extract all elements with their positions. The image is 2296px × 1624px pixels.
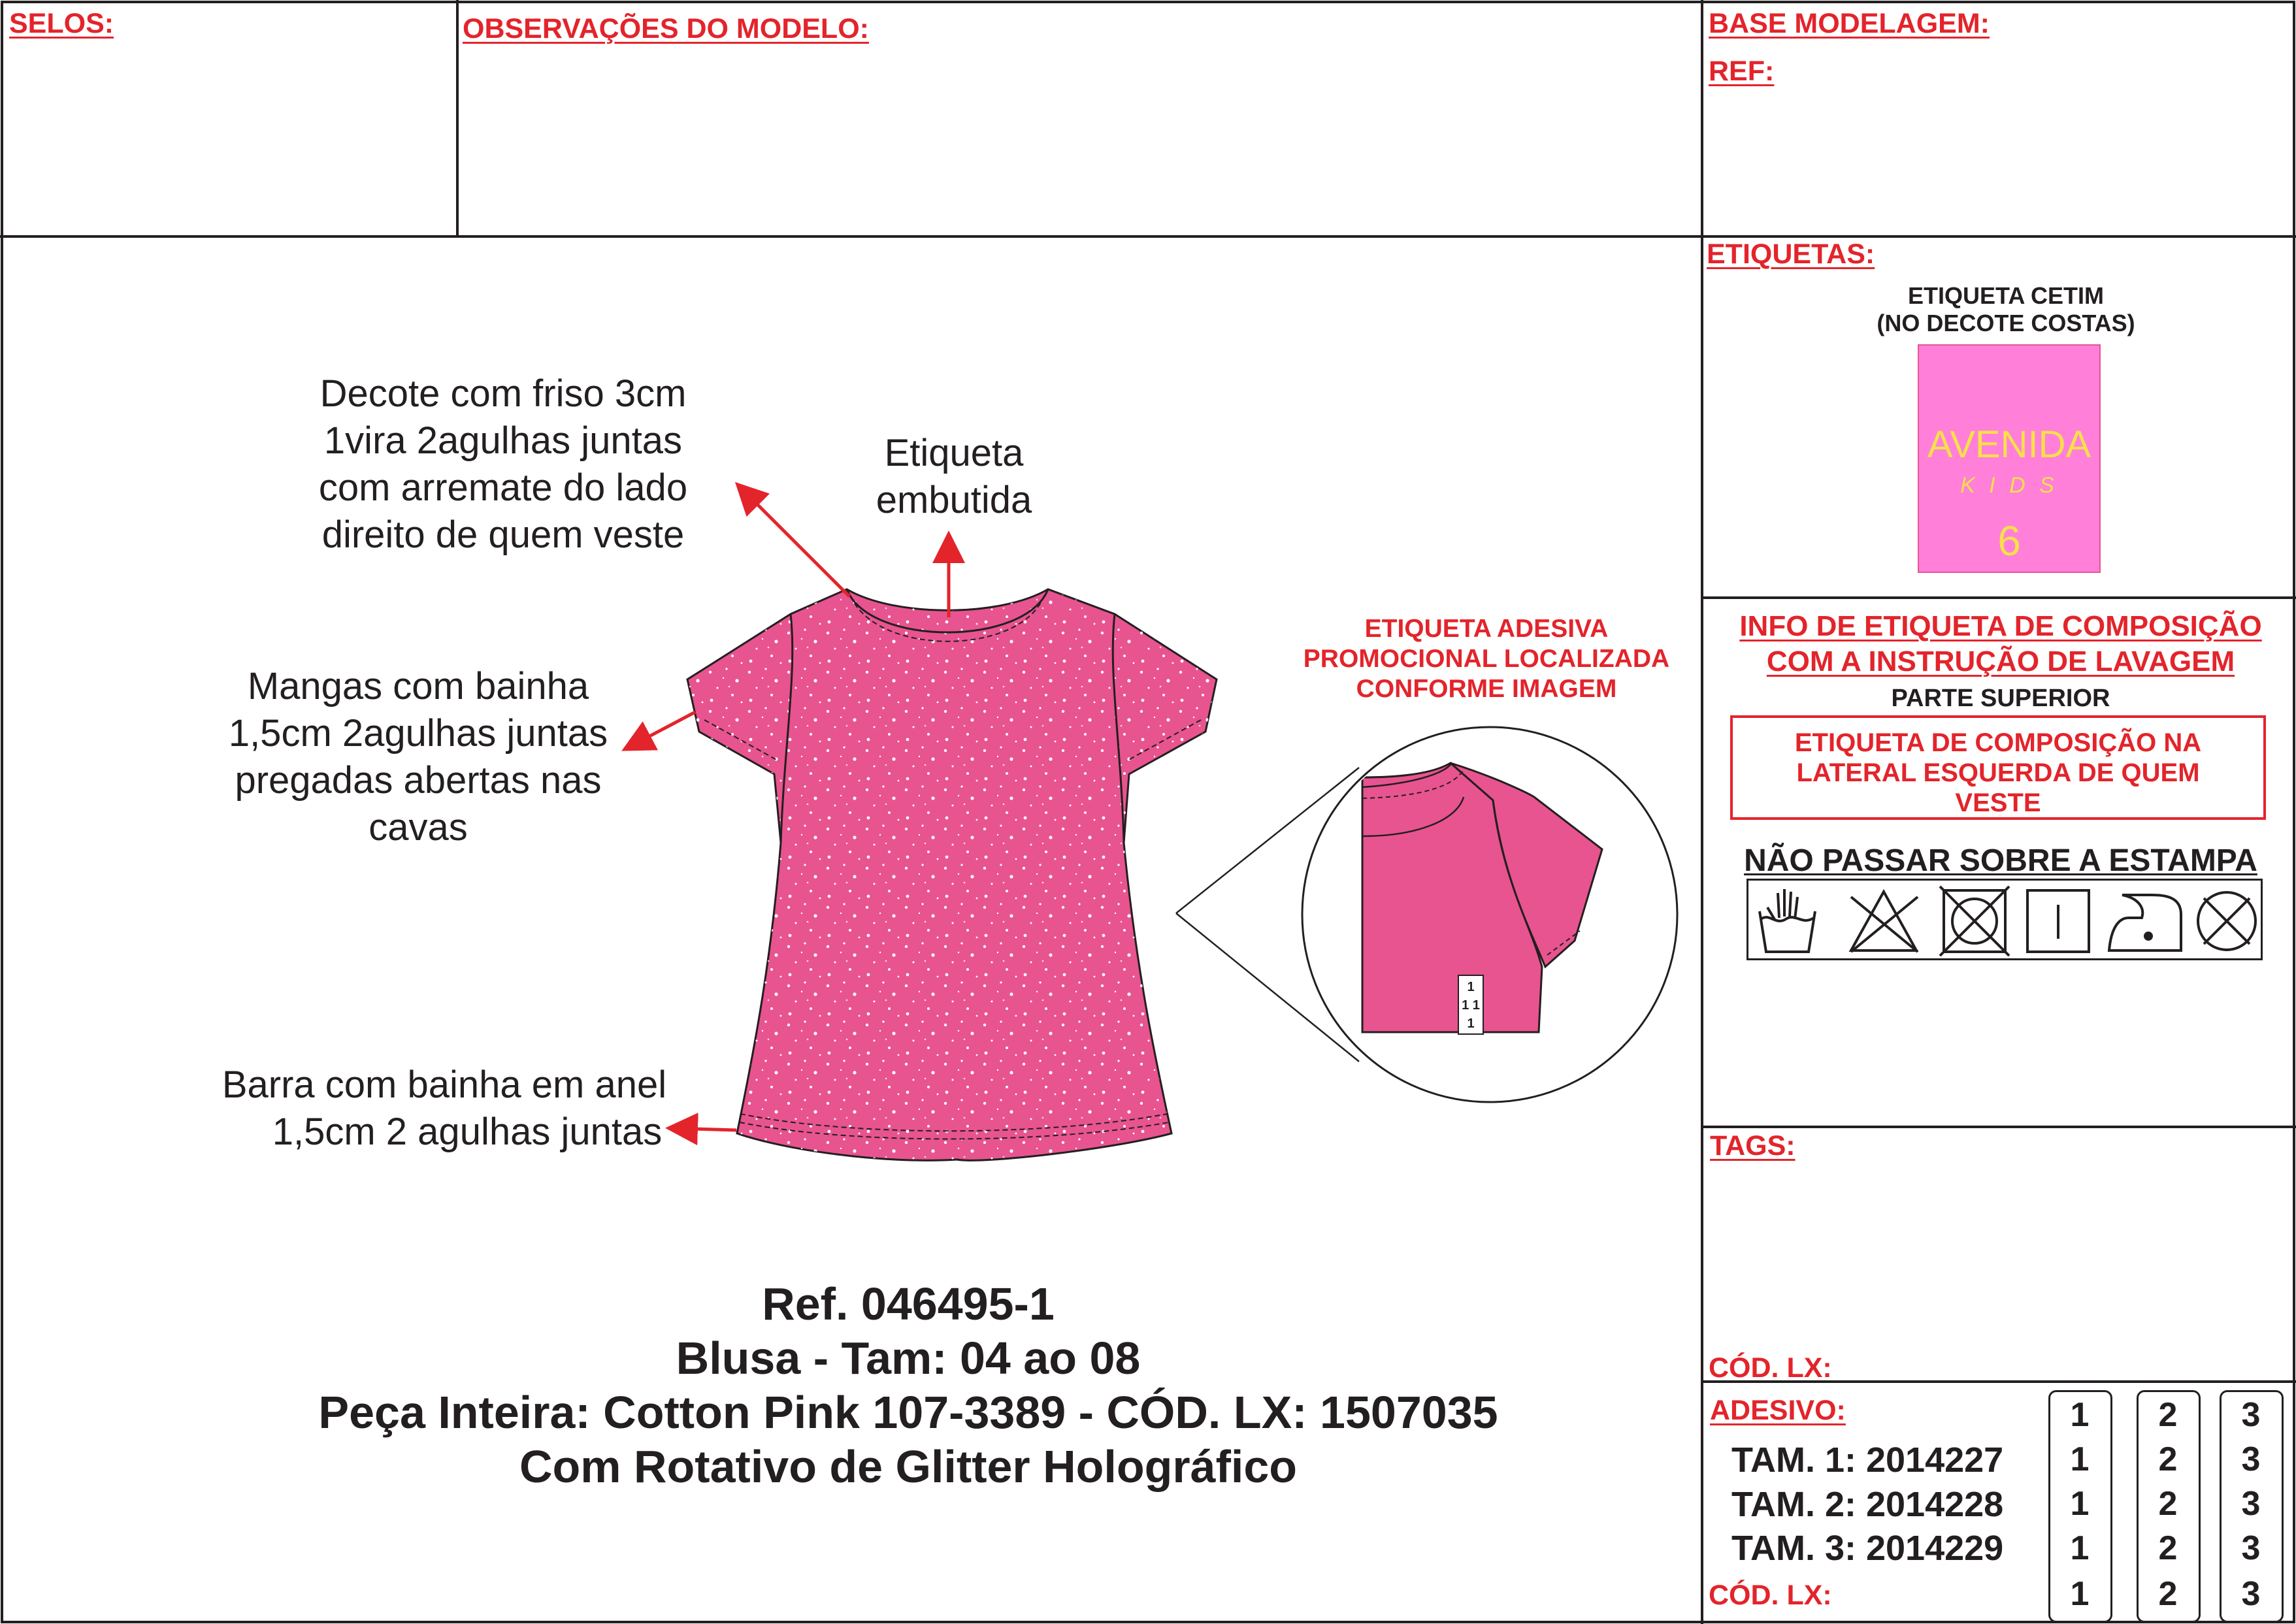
base-modelagem-label: BASE MODELAGEM:: [1709, 8, 1990, 39]
observacoes-label: OBSERVAÇÕES DO MODELO:: [463, 13, 869, 44]
callout-line: CONFORME IMAGEM: [1356, 675, 1617, 703]
callout-barra: [189, 1062, 699, 1156]
adesivo-tam-1: TAM. 1: 2014227: [1731, 1440, 2004, 1480]
adesivo-cod-lx-label: CÓD. LX:: [1709, 1580, 1832, 1611]
callout-line: Decote com friso 3cm: [320, 372, 687, 415]
detail-magnifier: [1176, 727, 1677, 1102]
callout-line: direito de quem veste: [321, 513, 685, 556]
title-line: COM A INSTRUÇÃO DE LAVAGEM: [1766, 645, 2235, 677]
callout-line: pregadas abertas nas: [235, 759, 602, 802]
tshirt-flat: [687, 589, 1217, 1160]
box-line: LATERAL ESQUERDA DE QUEM: [1796, 758, 2200, 787]
etiqueta-cetim-caption: [1816, 282, 2195, 337]
detail-tag-number: 1: [1467, 980, 1475, 994]
callout-line: 1vira 2agulhas juntas: [323, 419, 683, 462]
callout-mangas: [189, 663, 647, 851]
callout-line: cavas: [369, 806, 468, 849]
callout-decote: [287, 370, 719, 559]
box-line: ETIQUETA DE COMPOSIÇÃO NA: [1794, 728, 2202, 757]
size-cell: 3: [2241, 1485, 2261, 1523]
size-cell: 3: [2241, 1529, 2261, 1567]
size-cell: 2: [2158, 1529, 2178, 1567]
composicao-title: [1707, 609, 2295, 679]
callout-line: 1,5cm 2 agulhas juntas: [272, 1111, 663, 1153]
callout-line: 1,5cm 2agulhas juntas: [228, 712, 608, 755]
callout-etiqueta-adesiva: [1281, 614, 1692, 704]
title-line: INFO DE ETIQUETA DE COMPOSIÇÃO: [1739, 610, 2262, 642]
size-cell: 1: [2070, 1485, 2090, 1523]
callout-line: Mangas com bainha: [247, 665, 589, 707]
brand-subname: K I D S: [1960, 473, 2058, 498]
hand-wash-icon: [1760, 889, 1815, 952]
do-not-tumble-dry-icon: [1940, 886, 2009, 956]
brand-name: AVENIDA: [1927, 423, 2091, 466]
product-type: Blusa - Tam: 04 ao 08: [676, 1333, 1141, 1384]
size-cell: 1: [2070, 1396, 2090, 1434]
parte-superior-label: PARTE SUPERIOR: [1891, 685, 2110, 712]
adesivo-tam-3: TAM. 3: 2014229: [1731, 1529, 2004, 1568]
composicao-box: [1730, 715, 2266, 820]
adesivo-tam-2: TAM. 2: 2014228: [1731, 1485, 2004, 1524]
callout-line: Etiqueta: [884, 432, 1024, 474]
brand-size: 6: [1997, 517, 2021, 564]
size-cell: 3: [2241, 1440, 2261, 1478]
size-cell: 2: [2158, 1485, 2178, 1523]
size-cell: 2: [2158, 1396, 2178, 1434]
selos-label: SELOS:: [9, 8, 114, 39]
size-cell: 2: [2158, 1575, 2178, 1613]
caption-line: (NO DECOTE COSTAS): [1877, 310, 2135, 336]
nao-passar-warning: NÃO PASSAR SOBRE A ESTAMPA: [1744, 843, 2257, 878]
product-ref: Ref. 046495-1: [762, 1278, 1055, 1329]
size-cell: 3: [2241, 1396, 2261, 1434]
tags-label: TAGS:: [1710, 1130, 1796, 1161]
callout-line: embutida: [876, 479, 1032, 521]
iron-low-icon: [2109, 895, 2181, 950]
detail-tag-numbers: [1458, 978, 1483, 1033]
callout-line: com arremate do lado: [318, 466, 688, 509]
size-cell: 1: [2070, 1529, 2090, 1567]
line-dry-icon: [2027, 890, 2089, 952]
product-finish: Com Rotativo de Glitter Holográfico: [519, 1441, 1298, 1492]
callout-etiqueta-embutida: [823, 430, 1085, 524]
size-cell: 3: [2241, 1575, 2261, 1613]
adesivo-label: ADESIVO:: [1710, 1395, 1846, 1426]
detail-tag-number: 1: [1467, 1016, 1475, 1031]
size-cell: 1: [2070, 1440, 2090, 1478]
tags-cod-lx-label: CÓD. LX:: [1709, 1352, 1832, 1384]
callout-line: PROMOCIONAL LOCALIZADA: [1303, 645, 1670, 673]
detail-tag-number: 1 1: [1462, 998, 1480, 1013]
ref-label: REF:: [1709, 56, 1775, 87]
do-not-dry-clean-icon: [2198, 892, 2255, 950]
composicao-box-text: [1733, 728, 2263, 818]
care-symbols: [1747, 879, 2263, 960]
brand-label: [1918, 344, 2101, 573]
size-cell: 1: [2070, 1575, 2090, 1613]
size-cell: 2: [2158, 1440, 2178, 1478]
do-not-bleach-icon: [1851, 892, 1918, 952]
callout-line: Barra com bainha em anel: [221, 1064, 667, 1106]
box-line: VESTE: [1955, 788, 2041, 817]
callout-line: ETIQUETA ADESIVA: [1364, 615, 1609, 643]
caption-line: ETIQUETA CETIM: [1908, 282, 2104, 309]
etiquetas-label: ETIQUETAS:: [1707, 238, 1875, 270]
product-fabric: Peça Inteira: Cotton Pink 107-3389 - CÓD. LX: 1507035: [318, 1387, 1498, 1438]
